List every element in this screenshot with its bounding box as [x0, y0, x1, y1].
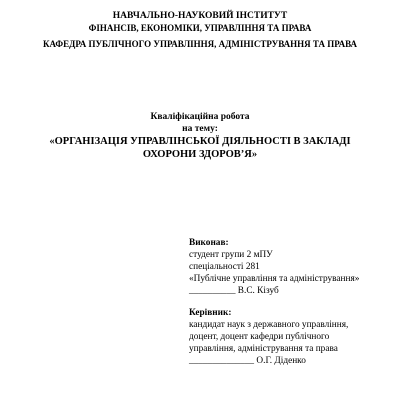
executor-block: [189, 238, 359, 298]
supervisor-block: [189, 308, 348, 368]
supervisor-heading: Керівник:: [189, 308, 232, 318]
institute-name-line2: ФІНАНСІВ, ЕКОНОМІКИ, УПРАВЛІННЯ ТА ПРАВА: [88, 23, 312, 33]
thesis-title: [0, 135, 400, 161]
work-heading: [0, 111, 400, 135]
department-name: КАФЕДРА ПУБЛІЧНОГО УПРАВЛІННЯ, АДМІНІСТРУВАННЯ ТА ПРАВА: [42, 39, 358, 49]
executor-specialty: спеціальності 281: [189, 261, 260, 272]
executor-group: студент групи 2 мПУ: [189, 249, 273, 260]
executor-heading: Виконав:: [189, 238, 229, 248]
institute-header: [0, 10, 400, 34]
executor-program: «Публічне управління та адміністрування»: [189, 273, 360, 284]
supervisor-department: управління, адміністрування та права: [189, 343, 338, 354]
topic-label: на тему:: [182, 124, 218, 134]
supervisor-position: доцент, доцент кафедри публічного: [189, 331, 330, 342]
institute-name-line1: НАВЧАЛЬНО-НАУКОВИЙ ІНСТИТУТ: [112, 11, 288, 21]
thesis-title-line1: «ОРГАНІЗАЦІЯ УПРАВЛІНСЬКОЇ ДІЯЛЬНОСТІ В ЗАКЛАДІ: [49, 136, 351, 147]
thesis-title-line2: ОХОРОНИ ЗДОРОВ’Я»: [142, 149, 258, 160]
work-type-label: Кваліфікаційна робота: [150, 112, 250, 122]
supervisor-signature: ______________ О.Г. Діденко: [189, 355, 306, 366]
executor-signature: __________ В.С. Кізуб: [189, 285, 279, 296]
supervisor-degree: кандидат наук з державного управління,: [189, 319, 349, 330]
